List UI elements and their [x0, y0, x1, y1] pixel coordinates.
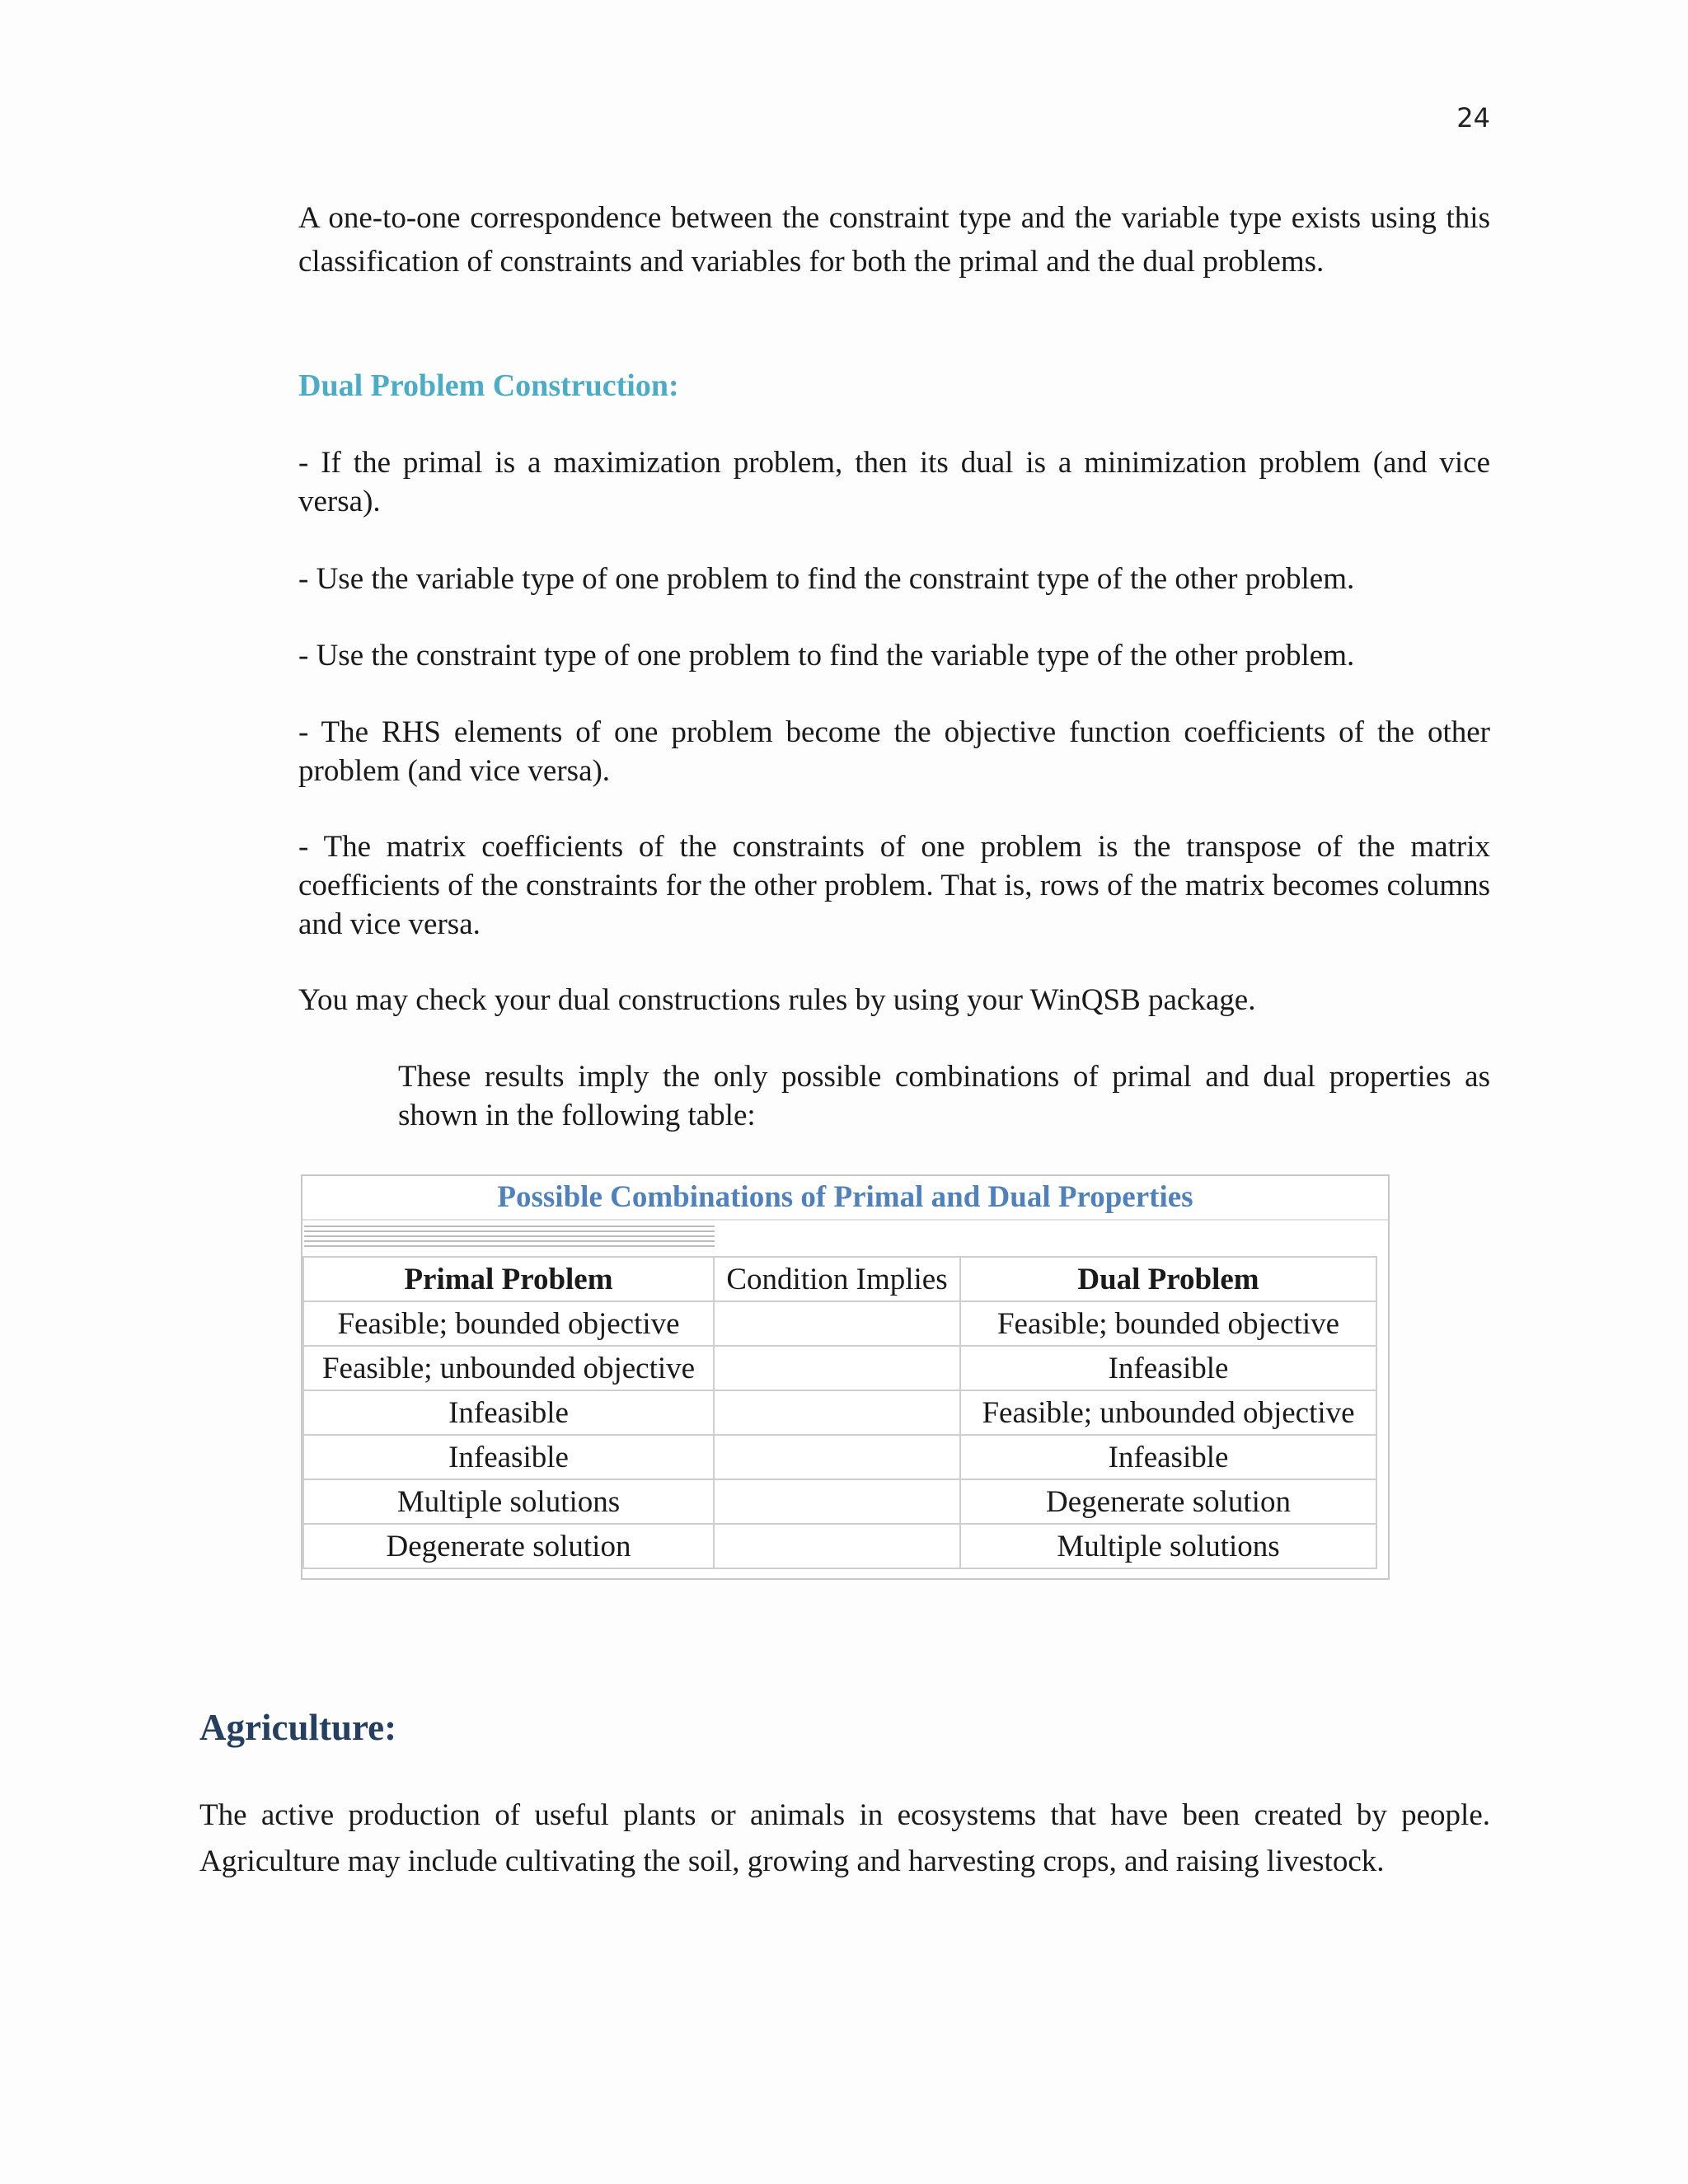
page-number: 24 — [1456, 102, 1490, 134]
check-note: You may check your dual constructions rules by using your WinQSB package. — [298, 983, 1256, 1017]
header-dual: Dual Problem — [960, 1257, 1376, 1301]
rule-bullet: - Use the constraint type of one problem to find the variable type of the other problem. — [298, 639, 1355, 673]
dual-cell: Infeasible — [960, 1346, 1376, 1390]
table-row — [303, 1524, 1376, 1568]
rule-bullet: - The matrix coefficients of the constraints of one problem is the transpose of the matrix coefficients of the constraints for the other problem. That is, rows of the matrix becomes columns and vice versa. — [298, 830, 1490, 941]
combinations-table — [301, 1174, 1390, 1580]
table-rule-lines — [304, 1226, 715, 1249]
condition-cell — [714, 1524, 960, 1568]
table-row — [303, 1301, 1376, 1346]
condition-cell — [714, 1435, 960, 1479]
condition-cell — [714, 1479, 960, 1524]
agriculture-paragraph: The active production of useful plants or animals in ecosystems that have been created by people. Agriculture may include cultivating the soil, growing and harvesting crops, and raising livestock. — [199, 1798, 1490, 1878]
table-row — [303, 1479, 1376, 1524]
rule-bullet: - The RHS elements of one problem become the objective function coefficients of the other problem (and vice versa). — [298, 715, 1490, 788]
primal-cell: Infeasible — [303, 1435, 714, 1479]
primal-cell: Degenerate solution — [303, 1524, 714, 1568]
dual-cell: Degenerate solution — [960, 1479, 1376, 1524]
dual-cell: Feasible; bounded objective — [960, 1301, 1376, 1346]
primal-cell: Infeasible — [303, 1390, 714, 1435]
condition-cell — [714, 1390, 960, 1435]
primal-cell: Feasible; bounded objective — [303, 1301, 714, 1346]
rule-bullet: - Use the variable type of one problem to find the constraint type of the other problem. — [298, 562, 1355, 596]
table-header-row — [303, 1257, 1376, 1301]
table-row — [303, 1346, 1376, 1390]
table-caption: Possible Combinations of Primal and Dual Properties — [302, 1176, 1388, 1221]
rule-bullet: - If the primal is a maximization problem, then its dual is a minimization problem (and vice versa). — [298, 446, 1490, 518]
dual-cell: Feasible; unbounded objective — [960, 1390, 1376, 1435]
section-heading: Dual Problem Construction: — [298, 368, 679, 403]
results-note: These results imply the only possible combinations of primal and dual properties as shown in the following table: — [398, 1060, 1490, 1132]
header-condition: Condition Implies — [714, 1257, 960, 1301]
header-primal: Primal Problem — [303, 1257, 714, 1301]
table-row — [303, 1390, 1376, 1435]
primal-cell: Feasible; unbounded objective — [303, 1346, 714, 1390]
condition-cell — [714, 1346, 960, 1390]
intro-paragraph: A one-to-one correspondence between the constraint type and the variable type exists using this classification of constraints and variables for both the primal and the dual problems. — [298, 201, 1490, 279]
table-row — [303, 1435, 1376, 1479]
table-grid — [302, 1256, 1377, 1569]
condition-cell — [714, 1301, 960, 1346]
agriculture-heading: Agriculture: — [199, 1707, 397, 1748]
dual-cell: Multiple solutions — [960, 1524, 1376, 1568]
dual-cell: Infeasible — [960, 1435, 1376, 1479]
primal-cell: Multiple solutions — [303, 1479, 714, 1524]
